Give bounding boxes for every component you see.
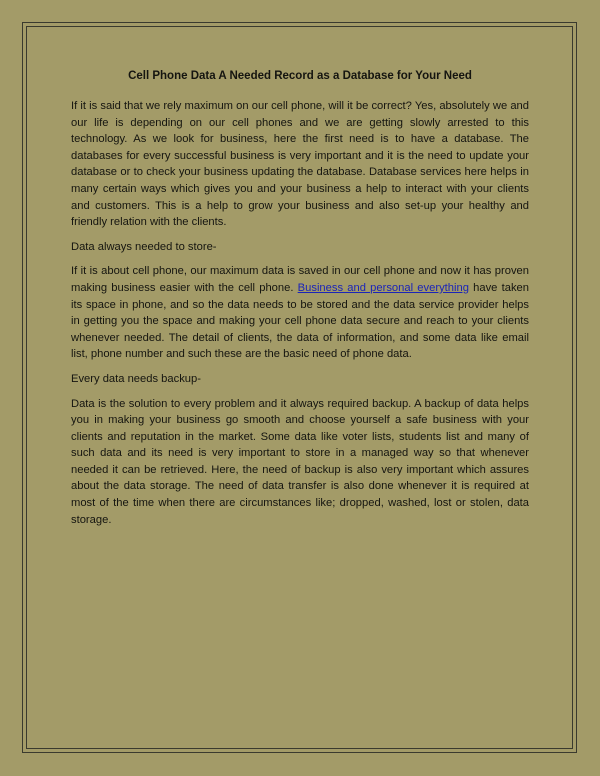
paragraph-intro: If it is said that we rely maximum on our cell phone, will it be correct? Yes, absolutely we and our life is depending on our cell phones and we are getting slowly arrested to this technology. As we look for business, here the first need is to have a database. The databases for every successful business is very important and it is the need to update your database or to check your business updating the database. Database services here helps in many certain ways which gives you and your business a help to interact with your clients and customers. This is a help to grow your business and also set-up your healthy and friendly relation with the clients. xyxy=(71,100,529,229)
business-personal-link[interactable]: Business and personal everything xyxy=(297,281,469,294)
section-heading-store: Data always needed to store- xyxy=(71,240,217,253)
document-title: Cell Phone Data A Needed Record as a Database for Your Need xyxy=(128,70,472,82)
paragraph-store-text-end: have taken its space in phone, and so the data needs to be stored and the data service provider helps in getting you the space and making your cell phone data secure and reach to your clients whenever needed. The detail of clients, the data of information, and some data like email list, phone number and such these are the basic need of phone data. xyxy=(71,281,529,361)
paragraph-store-text-start: If it is about cell phone, our maximum data is saved in our cell phone and now it has proven making business easier with the cell phone. xyxy=(71,265,529,294)
paragraph-store xyxy=(71,263,529,363)
paragraph-backup: Data is the solution to every problem and it always required backup. A backup of data helps you in making your business go smooth and choose yourself a safe business with your clients and reputation in the market. Some data like voter lists, students list and many of such data and its need is very important to store in a managed way so that whenever needed it can be retrieved. Here, the need of backup is also very important which assures about the data storage. The need of data transfer is also done whenever it is required at most of the time when there are circumstances like; dropped, washed, lost or stolen, data storage. xyxy=(71,397,529,526)
section-heading-backup: Every data needs backup- xyxy=(71,372,201,385)
document-body xyxy=(71,68,529,536)
